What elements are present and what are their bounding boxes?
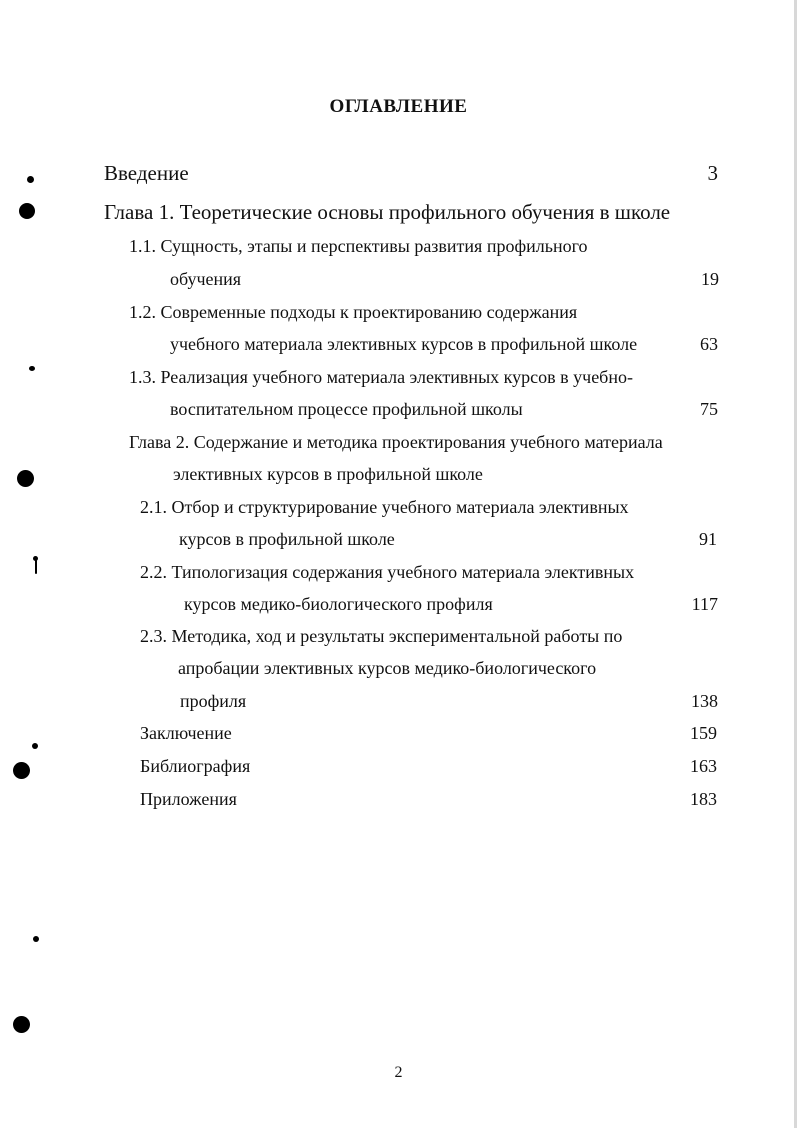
toc-s2-2-line1: 2.2. Типологизация содержания учебного материала элективных	[140, 562, 635, 582]
toc-s2-2-page: 117	[691, 594, 718, 614]
binding-hole-mark	[27, 176, 34, 183]
toc-s2-3-page: 138	[691, 691, 718, 711]
toc-s1-3-page: 75	[700, 399, 718, 419]
toc-s2-2-line2: курсов медико-биологического профиля	[184, 594, 493, 614]
binding-hole-mark	[32, 743, 38, 749]
binding-hole-mark	[33, 936, 39, 942]
binding-hole-mark	[35, 560, 37, 574]
toc-bibliography-page: 163	[690, 756, 717, 776]
toc-s2-3-line3: профиля	[180, 691, 247, 711]
toc-s1-1-page: 19	[701, 269, 719, 289]
toc-s2-1-page: 91	[699, 529, 717, 549]
binding-hole-mark	[19, 203, 35, 219]
toc-chapter2-line1: Глава 2. Содержание и методика проектирования учебного материала	[129, 432, 663, 452]
binding-hole-mark	[13, 1016, 30, 1033]
toc-s2-3-line1: 2.3. Методика, ход и результаты экспериментальной работы по	[140, 626, 623, 646]
toc-conclusion-page: 159	[690, 723, 717, 743]
toc-s1-1-line1: 1.1. Сущность, этапы и перспективы развития профильного	[129, 236, 588, 256]
toc-s1-2-line1: 1.2. Современные подходы к проектированию содержания	[129, 302, 578, 322]
toc-s1-1-line2: обучения	[170, 269, 242, 289]
toc-s2-1-line1: 2.1. Отбор и структурирование учебного материала элективных	[140, 497, 629, 517]
toc-intro-page: 3	[707, 161, 718, 185]
toc-chapter2-line2: элективных курсов в профильной школе	[173, 464, 483, 484]
toc-conclusion-label: Заключение	[140, 723, 232, 743]
toc-bibliography-label: Библиография	[140, 756, 251, 776]
toc-s2-1-line2: курсов в профильной школе	[179, 529, 395, 549]
page-number: 2	[394, 1064, 403, 1081]
toc-intro-label: Введение	[104, 161, 189, 185]
page-title: ОГЛАВЛЕНИЕ	[329, 96, 468, 117]
toc-s1-3-line1: 1.3. Реализация учебного материала элективных курсов в учебно-	[129, 367, 633, 387]
binding-hole-mark	[13, 762, 30, 779]
toc-s1-2-line2: учебного материала элективных курсов в профильной школе	[170, 334, 638, 354]
binding-hole-mark	[29, 366, 35, 371]
binding-hole-mark	[17, 470, 34, 487]
toc-appendix-label: Приложения	[140, 789, 237, 809]
toc-appendix-page: 183	[690, 789, 717, 809]
toc-s1-2-page: 63	[700, 334, 718, 354]
toc-s1-3-line2: воспитательном процессе профильной школы	[170, 399, 523, 419]
toc-s2-3-line2: апробации элективных курсов медико-биологического	[178, 658, 597, 678]
toc-chapter1-label: Глава 1. Теоретические основы профильного обучения в школе	[104, 200, 671, 224]
